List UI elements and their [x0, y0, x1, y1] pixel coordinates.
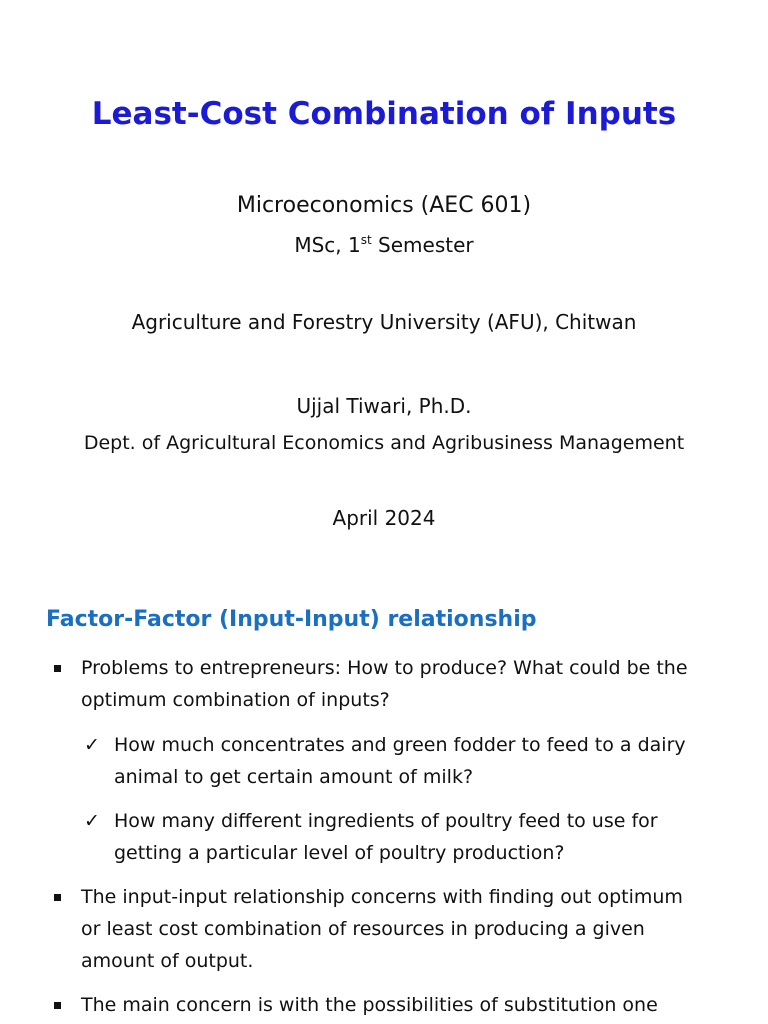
list-item-line: How much concentrates and green fodder to feed to a dairy [114, 734, 686, 756]
semester-ordinal-suffix: st [360, 233, 372, 247]
list-item-line: How many different ingredients of poultry feed to use for [114, 810, 658, 832]
list-item-line: Problems to entrepreneurs: How to produce? What could be the [81, 657, 688, 679]
slide-title: Least-Cost Combination of Inputs [91, 96, 677, 132]
list-item-line: optimum combination of inputs? [81, 689, 390, 711]
presentation-date: April 2024 [332, 506, 436, 530]
course-name: Microeconomics (AEC 601) [236, 193, 532, 218]
list-item-line: or least cost combination of resources in producing a given [81, 918, 645, 940]
checkmark-icon: ✓ [84, 810, 100, 832]
list-item-line: animal to get certain amount of milk? [114, 766, 474, 788]
list-item-line: The input-input relationship concerns with finding out optimum [81, 886, 683, 908]
semester [0, 233, 768, 257]
list-item-line: The main concern is with the possibilities of substitution one [81, 994, 658, 1016]
department-name: Dept. of Agricultural Economics and Agribusiness Management [83, 432, 685, 454]
checkmark-icon: ✓ [84, 734, 100, 756]
square-bullet-icon [54, 1002, 61, 1009]
list-item-line: getting a particular level of poultry production? [114, 842, 565, 864]
semester-suffix: Semester [371, 233, 474, 257]
square-bullet-icon [54, 894, 61, 901]
author-name: Ujjal Tiwari, Ph.D. [296, 394, 472, 418]
square-bullet-icon [54, 665, 61, 672]
list-item-line: amount of output. [81, 950, 254, 972]
university-name: Agriculture and Forestry University (AFU), Chitwan [131, 310, 637, 334]
section-heading: Factor-Factor (Input-Input) relationship [46, 607, 537, 632]
semester-prefix: MSc, 1 [294, 233, 361, 257]
